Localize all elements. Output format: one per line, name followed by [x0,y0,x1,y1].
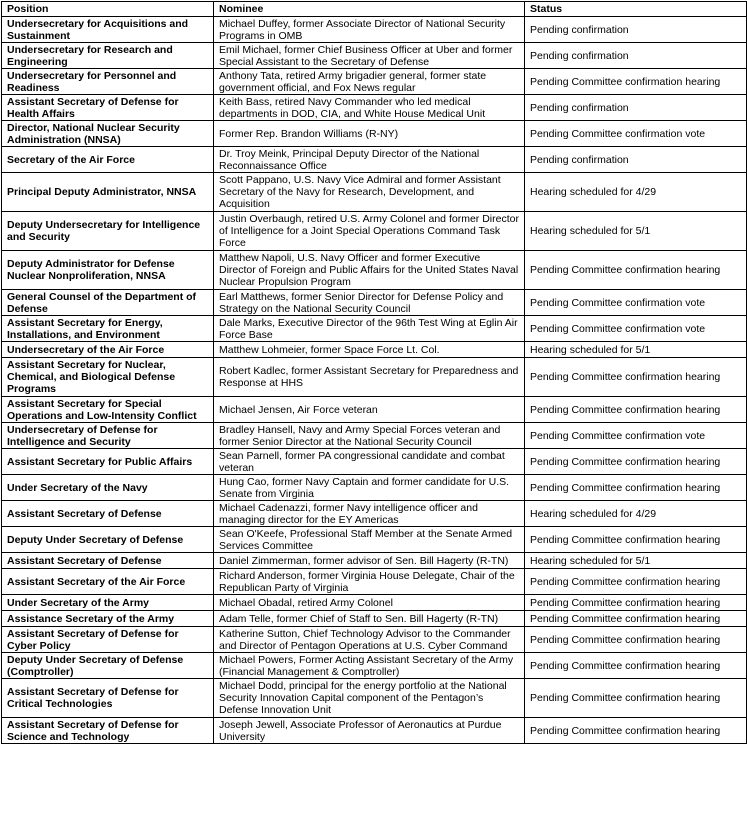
header-row [2,2,747,17]
table-row [2,173,747,212]
table-row [2,251,747,290]
table-row [2,397,747,423]
nominee-cell: Joseph Jewell, Associate Professor of Aeronautics at Purdue University [214,718,525,744]
table-body [2,17,747,744]
nominee-cell: Emil Michael, former Chief Business Officer at Uber and former Special Assistant to the Secretary of Defense [214,43,525,69]
nominee-cell: Keith Bass, retired Navy Commander who led medical departments in DOD, CIA, and White House Medical Unit [214,95,525,121]
position-cell: Assistant Secretary of Defense for Science and Technology [2,718,214,744]
header-nominee: Nominee [214,2,525,17]
nominee-cell: Richard Anderson, former Virginia House Delegate, Chair of the Republican Party of Virginia [214,569,525,595]
position-cell: Undersecretary for Research and Engineering [2,43,214,69]
table-row [2,147,747,173]
status-cell: Pending Committee confirmation hearing [525,611,747,627]
table-row [2,290,747,316]
status-cell: Hearing scheduled for 5/1 [525,553,747,569]
position-cell: Assistant Secretary of Defense [2,553,214,569]
nominee-cell: Justin Overbaugh, retired U.S. Army Colonel and former Director of Intelligence for a Joint Special Operations Command Task Force [214,212,525,251]
nominee-cell: Michael Jensen, Air Force veteran [214,397,525,423]
status-cell: Pending confirmation [525,17,747,43]
table-row [2,595,747,611]
status-cell: Hearing scheduled for 5/1 [525,212,747,251]
position-cell: Under Secretary of the Navy [2,475,214,501]
status-cell: Pending confirmation [525,95,747,121]
position-cell: Director, National Nuclear Security Administration (NNSA) [2,121,214,147]
position-cell: Deputy Under Secretary of Defense (Comptroller) [2,653,214,679]
status-cell: Pending Committee confirmation vote [525,316,747,342]
status-cell: Pending Committee confirmation hearing [525,718,747,744]
position-cell: Assistant Secretary of Defense [2,501,214,527]
status-cell: Pending confirmation [525,147,747,173]
status-cell: Pending Committee confirmation vote [525,423,747,449]
nominee-cell: Daniel Zimmerman, former advisor of Sen. Bill Hagerty (R-TN) [214,553,525,569]
nominee-cell: Michael Duffey, former Associate Director of National Security Programs in OMB [214,17,525,43]
position-cell: Assistant Secretary for Nuclear, Chemical, and Biological Defense Programs [2,358,214,397]
position-cell: Deputy Undersecretary for Intelligence and Security [2,212,214,251]
table-row [2,527,747,553]
table-row [2,653,747,679]
nominee-cell: Michael Powers, Former Acting Assistant Secretary of the Army (Financial Management & Comptroller) [214,653,525,679]
table-row [2,501,747,527]
status-cell: Pending Committee confirmation hearing [525,397,747,423]
nominee-cell: Michael Cadenazzi, former Navy intelligence officer and managing director for the EY Americas [214,501,525,527]
nominee-cell: Sean Parnell, former PA congressional candidate and combat veteran [214,449,525,475]
position-cell: Assistant Secretary of Defense for Health Affairs [2,95,214,121]
status-cell: Pending Committee confirmation hearing [525,569,747,595]
position-cell: Undersecretary for Personnel and Readiness [2,69,214,95]
nominations-table [1,1,747,744]
position-cell: Deputy Administrator for Defense Nuclear Nonproliferation, NNSA [2,251,214,290]
header-position: Position [2,2,214,17]
table-row [2,718,747,744]
status-cell: Pending Committee confirmation hearing [525,627,747,653]
position-cell: Assistance Secretary of the Army [2,611,214,627]
nominee-cell: Scott Pappano, U.S. Navy Vice Admiral and former Assistant Secretary of the Navy for Research, Development, and Acquisition [214,173,525,212]
table-row [2,43,747,69]
nominee-cell: Earl Matthews, former Senior Director for Defense Policy and Strategy on the National Security Council [214,290,525,316]
status-cell: Pending Committee confirmation hearing [525,251,747,290]
status-cell: Pending Committee confirmation hearing [525,358,747,397]
nominee-cell: Matthew Lohmeier, former Space Force Lt. Col. [214,342,525,358]
position-cell: Assistant Secretary of the Air Force [2,569,214,595]
nominee-cell: Michael Dodd, principal for the energy portfolio at the National Security Innovation Capital component of the Pentagon’s Defense Innovation Unit [214,679,525,718]
nominee-cell: Dr. Troy Meink, Principal Deputy Director of the National Reconnaissance Office [214,147,525,173]
position-cell: Under Secretary of the Army [2,595,214,611]
table-row [2,316,747,342]
table-row [2,569,747,595]
header-status: Status [525,2,747,17]
status-cell: Pending Committee confirmation hearing [525,679,747,718]
table-row [2,423,747,449]
status-cell: Hearing scheduled for 5/1 [525,342,747,358]
status-cell: Pending Committee confirmation hearing [525,449,747,475]
status-cell: Pending Committee confirmation hearing [525,653,747,679]
table-row [2,69,747,95]
nominee-cell: Matthew Napoli, U.S. Navy Officer and former Executive Director of Foreign and Public Affairs for the United States Naval Nuclear Propulsion Program [214,251,525,290]
status-cell: Pending Committee confirmation vote [525,290,747,316]
position-cell: Assistant Secretary of Defense for Critical Technologies [2,679,214,718]
status-cell: Hearing scheduled for 4/29 [525,173,747,212]
table-row [2,358,747,397]
position-cell: Assistant Secretary of Defense for Cyber Policy [2,627,214,653]
status-cell: Pending Committee confirmation hearing [525,595,747,611]
status-cell: Pending Committee confirmation hearing [525,475,747,501]
nominee-cell: Michael Obadal, retired Army Colonel [214,595,525,611]
table-row [2,611,747,627]
nominee-cell: Hung Cao, former Navy Captain and former candidate for U.S. Senate from Virginia [214,475,525,501]
position-cell: Undersecretary for Acquisitions and Sustainment [2,17,214,43]
status-cell: Pending Committee confirmation hearing [525,527,747,553]
position-cell: Deputy Under Secretary of Defense [2,527,214,553]
position-cell: Principal Deputy Administrator, NNSA [2,173,214,212]
status-cell: Pending confirmation [525,43,747,69]
table-row [2,17,747,43]
table-row [2,627,747,653]
position-cell: Undersecretary of Defense for Intelligence and Security [2,423,214,449]
table-row [2,449,747,475]
status-cell: Pending Committee confirmation hearing [525,69,747,95]
nominee-cell: Bradley Hansell, Navy and Army Special Forces veteran and former Senior Director at the National Security Council [214,423,525,449]
nominee-cell: Sean O'Keefe, Professional Staff Member at the Senate Armed Services Committee [214,527,525,553]
position-cell: General Counsel of the Department of Defense [2,290,214,316]
table-row [2,553,747,569]
nominee-cell: Former Rep. Brandon Williams (R-NY) [214,121,525,147]
table-row [2,679,747,718]
position-cell: Assistant Secretary for Public Affairs [2,449,214,475]
table-row [2,342,747,358]
nominee-cell: Anthony Tata, retired Army brigadier general, former state government official, and Fox News regular [214,69,525,95]
table-row [2,121,747,147]
table-row [2,475,747,501]
status-cell: Pending Committee confirmation vote [525,121,747,147]
position-cell: Undersecretary of the Air Force [2,342,214,358]
nominee-cell: Katherine Sutton, Chief Technology Advisor to the Commander and Director of Pentagon Operations at U.S. Cyber Command [214,627,525,653]
position-cell: Assistant Secretary for Energy, Installations, and Environment [2,316,214,342]
nominee-cell: Robert Kadlec, former Assistant Secretary for Preparedness and Response at HHS [214,358,525,397]
status-cell: Hearing scheduled for 4/29 [525,501,747,527]
table-row [2,212,747,251]
table-row [2,95,747,121]
nominee-cell: Dale Marks, Executive Director of the 96th Test Wing at Eglin Air Force Base [214,316,525,342]
position-cell: Assistant Secretary for Special Operations and Low-Intensity Conflict [2,397,214,423]
position-cell: Secretary of the Air Force [2,147,214,173]
nominee-cell: Adam Telle, former Chief of Staff to Sen. Bill Hagerty (R-TN) [214,611,525,627]
